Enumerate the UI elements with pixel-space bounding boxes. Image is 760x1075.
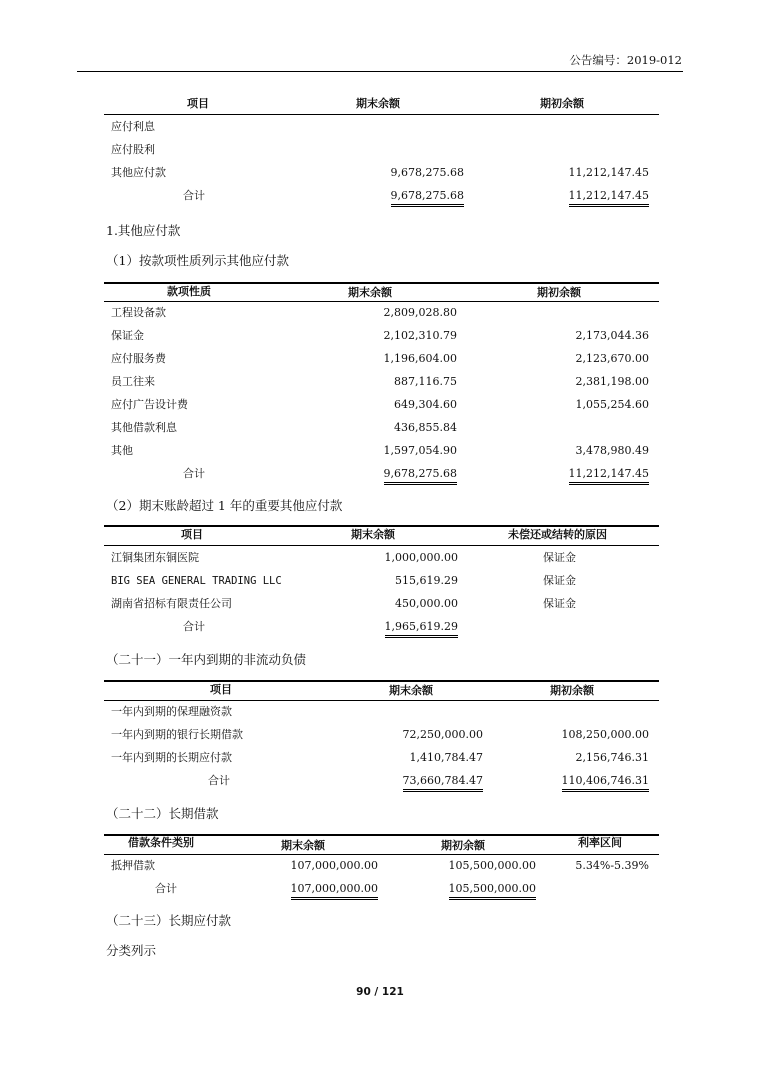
total-value: 9,678,275.68 — [384, 467, 457, 485]
cell-value: 436,855.84 — [394, 421, 457, 434]
total-label: 合计 — [183, 620, 205, 633]
row-label: 其他 — [111, 444, 133, 457]
total-label: 合计 — [183, 467, 205, 480]
top-rule — [104, 680, 659, 682]
row-label: 应付股利 — [111, 143, 155, 156]
row-label: 一年内到期的长期应付款 — [111, 751, 232, 764]
total-label: 合计 — [183, 189, 205, 202]
col-header-end-balance: 期末余额 — [281, 839, 325, 852]
header-rule — [104, 301, 659, 302]
col-header-end-balance: 期末余额 — [348, 286, 392, 299]
total-value: 73,660,784.47 — [403, 774, 483, 792]
total-value: 1,965,619.29 — [385, 620, 458, 638]
subsection-title: 分类列示 — [106, 943, 157, 958]
col-header-item: 项目 — [210, 683, 232, 696]
cell-value: 2,173,044.36 — [575, 329, 649, 342]
row-label: 江铜集团东铜医院 — [111, 551, 199, 564]
cell-value: 649,304.60 — [394, 398, 457, 411]
cell-value: 1,055,254.60 — [575, 398, 649, 411]
cell-rate: 5.34%-5.39% — [575, 859, 649, 872]
total-label: 合计 — [155, 882, 177, 895]
total-label: 合计 — [208, 774, 230, 787]
col-header-nature: 款项性质 — [167, 285, 211, 298]
cell-value: 2,123,670.00 — [575, 352, 649, 365]
row-label: 保证金 — [111, 329, 144, 342]
cell-value: 1,597,054.90 — [383, 444, 457, 457]
announcement-number: 公告编号：2019-012 — [569, 53, 682, 67]
total-value: 9,678,275.68 — [391, 189, 464, 207]
cell-value: 105,500,000.00 — [448, 859, 536, 872]
cell-value: 450,000.00 — [395, 597, 458, 610]
row-label: 应付广告设计费 — [111, 398, 188, 411]
row-label: 其他借款利息 — [111, 421, 177, 434]
total-value: 11,212,147.45 — [569, 189, 649, 207]
col-header-end-balance: 期末余额 — [356, 97, 400, 110]
cell-value: 1,000,000.00 — [384, 551, 458, 564]
cell-value: 887,116.75 — [394, 375, 457, 388]
header-rule — [77, 71, 683, 72]
row-label: 应付利息 — [111, 120, 155, 133]
row-label: 湖南省招标有限责任公司 — [111, 597, 232, 610]
row-label: 抵押借款 — [111, 859, 155, 872]
subsection-title: （2）期末账龄超过 1 年的重要其他应付款 — [106, 498, 343, 513]
cell-value: 108,250,000.00 — [561, 728, 649, 741]
col-header-end-balance: 期末余额 — [351, 528, 395, 541]
cell-value: 2,809,028.80 — [383, 306, 457, 319]
row-label: 员工往来 — [111, 375, 155, 388]
cell-value: 2,156,746.31 — [575, 751, 649, 764]
row-label: 其他应付款 — [111, 166, 166, 179]
section-title: （二十三）长期应付款 — [106, 913, 232, 928]
total-value: 105,500,000.00 — [449, 882, 536, 900]
cell-reason: 保证金 — [543, 597, 576, 610]
col-header-item: 项目 — [181, 528, 203, 541]
cell-value: 2,381,198.00 — [575, 375, 649, 388]
total-value: 11,212,147.45 — [569, 467, 649, 485]
col-header-begin-balance: 期初余额 — [537, 286, 581, 299]
cell-value: 9,678,275.68 — [390, 166, 464, 179]
subsection-title: （1）按款项性质列示其他应付款 — [106, 253, 289, 268]
cell-value: 1,410,784.47 — [409, 751, 483, 764]
section-title: （二十一）一年内到期的非流动负债 — [106, 652, 307, 667]
header-rule — [104, 545, 659, 546]
col-header-begin-balance: 期初余额 — [540, 97, 584, 110]
top-rule — [104, 282, 659, 284]
row-label: BIG SEA GENERAL TRADING LLC — [111, 575, 282, 587]
header-rule — [104, 854, 659, 855]
cell-value: 1,196,604.00 — [383, 352, 457, 365]
col-header-item: 项目 — [187, 97, 209, 110]
total-value: 107,000,000.00 — [291, 882, 378, 900]
cell-value: 515,619.29 — [395, 574, 458, 587]
section-title: 1.其他应付款 — [106, 223, 181, 238]
col-header-loan-type: 借款条件类别 — [128, 836, 194, 849]
section-title: （二十二）长期借款 — [106, 806, 219, 821]
col-header-end-balance: 期末余额 — [389, 684, 433, 697]
cell-value: 107,000,000.00 — [290, 859, 378, 872]
top-rule — [104, 525, 659, 527]
cell-reason: 保证金 — [543, 551, 576, 564]
cell-value: 3,478,980.49 — [575, 444, 649, 457]
header-rule — [104, 700, 659, 701]
page-number: 90 / 121 — [356, 986, 404, 998]
total-value: 110,406,746.31 — [562, 774, 649, 792]
header-rule — [104, 114, 659, 115]
col-header-rate-range: 利率区间 — [578, 836, 622, 849]
col-header-begin-balance: 期初余额 — [441, 839, 485, 852]
row-label: 一年内到期的保理融资款 — [111, 705, 232, 718]
row-label: 应付服务费 — [111, 352, 166, 365]
row-label: 工程设备款 — [111, 306, 166, 319]
col-header-reason: 未偿还或结转的原因 — [508, 528, 607, 541]
cell-value: 2,102,310.79 — [383, 329, 457, 342]
cell-value: 72,250,000.00 — [402, 728, 483, 741]
cell-reason: 保证金 — [543, 574, 576, 587]
row-label: 一年内到期的银行长期借款 — [111, 728, 243, 741]
cell-value: 11,212,147.45 — [568, 166, 649, 179]
col-header-begin-balance: 期初余额 — [550, 684, 594, 697]
